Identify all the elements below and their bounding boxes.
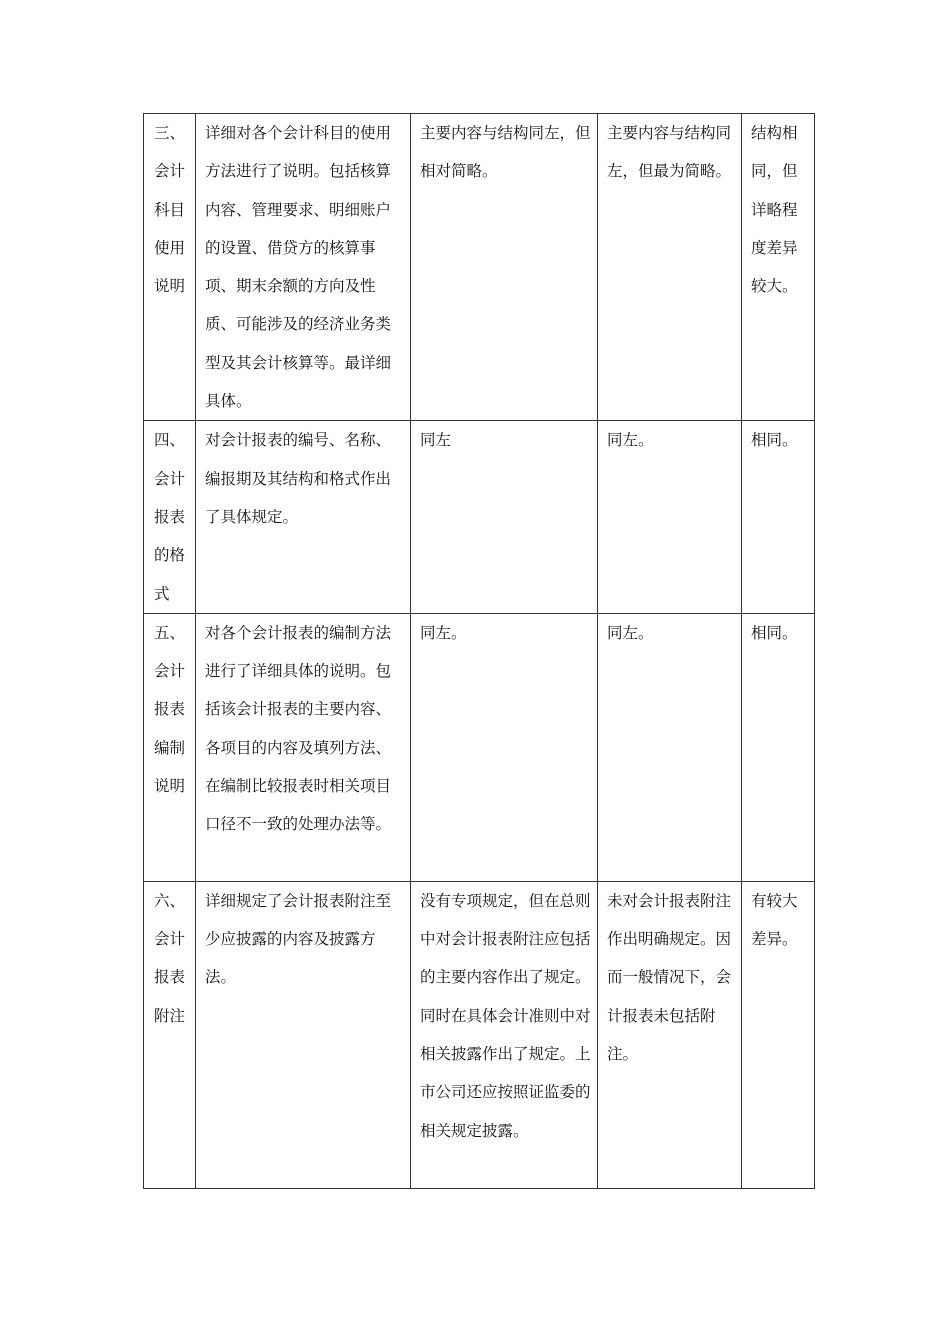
item-cell: 五、会计报表编制说明 bbox=[144, 613, 196, 881]
table-row bbox=[144, 114, 815, 421]
comparison-cell: 主要内容与结构同左，但最为简略。 bbox=[598, 114, 742, 421]
description-cell: 对会计报表的编号、名称、编报期及其结构和格式作出了具体规定。 bbox=[196, 421, 411, 613]
difference-cell: 结构相同，但详略程度差异较大。 bbox=[742, 114, 815, 421]
table-row bbox=[144, 421, 815, 613]
comparison-table bbox=[143, 113, 815, 1189]
difference-cell: 有较大差异。 bbox=[742, 881, 815, 1188]
item-cell: 三、会计科目使用说明 bbox=[144, 114, 196, 421]
comparison-cell: 没有专项规定，但在总则中对会计报表附注应包括的主要内容作出了规定。同时在具体会计准则中对相关披露作出了规定。上市公司还应按照证监委的相关规定披露。 bbox=[411, 881, 598, 1188]
item-cell: 四、会计报表的格式 bbox=[144, 421, 196, 613]
comparison-cell: 同左。 bbox=[598, 421, 742, 613]
comparison-cell: 同左 bbox=[411, 421, 598, 613]
difference-cell: 相同。 bbox=[742, 613, 815, 881]
table-row bbox=[144, 881, 815, 1188]
description-cell: 对各个会计报表的编制方法进行了详细具体的说明。包括该会计报表的主要内容、各项目的内容及填列方法、在编制比较报表时相关项目口径不一致的处理办法等。 bbox=[196, 613, 411, 881]
item-cell: 六、会计报表附注 bbox=[144, 881, 196, 1188]
comparison-cell: 同左。 bbox=[411, 613, 598, 881]
comparison-cell: 主要内容与结构同左，但相对简略。 bbox=[411, 114, 598, 421]
description-cell: 详细规定了会计报表附注至少应披露的内容及披露方法。 bbox=[196, 881, 411, 1188]
description-cell: 详细对各个会计科目的使用方法进行了说明。包括核算内容、管理要求、明细账户的设置、借贷方的核算事项、期末余额的方向及性质、可能涉及的经济业务类型及其会计核算等。最详细具体。 bbox=[196, 114, 411, 421]
table-row bbox=[144, 613, 815, 881]
comparison-cell: 同左。 bbox=[598, 613, 742, 881]
difference-cell: 相同。 bbox=[742, 421, 815, 613]
comparison-cell: 未对会计报表附注作出明确规定。因而一般情况下，会计报表未包括附注。 bbox=[598, 881, 742, 1188]
